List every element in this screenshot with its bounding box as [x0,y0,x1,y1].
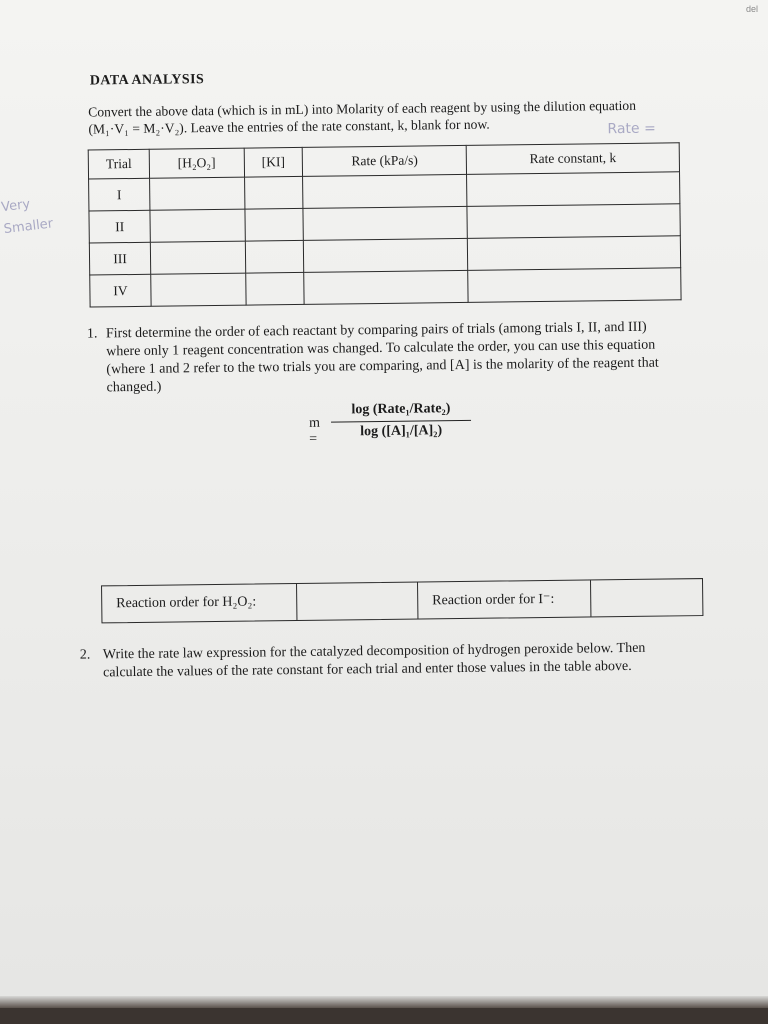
handwritten-margin-note [0,192,54,241]
formula-numerator: log (Rate₁/Rate₂) [331,401,471,423]
cell-ki[interactable] [244,176,303,209]
table-row [90,268,681,307]
cell-rate-constant[interactable] [468,268,681,303]
cell-h2o2[interactable] [150,241,245,274]
question-2 [80,639,680,682]
cell-ki[interactable] [245,240,304,273]
cell-rate-constant[interactable] [467,204,680,239]
cell-h2o2[interactable] [150,177,245,210]
data-table [88,142,682,307]
reaction-order-box [101,578,703,623]
header-h2o2: [H₂O₂] [149,148,244,178]
cell-ki[interactable] [244,208,303,241]
section-heading: DATA ANALYSIS [89,72,205,89]
cell-rate[interactable] [303,206,467,240]
question-1 [87,319,666,398]
cell-rate-constant[interactable] [467,236,680,271]
reaction-order-h2o2-label: Reaction order for H₂O₂: [102,584,297,622]
trial-label: III [89,242,150,275]
corner-mark: del [745,4,758,14]
header-rate: Rate (kPa/s) [303,145,467,176]
reaction-order-iodide-label: Reaction order for I⁻: [418,580,591,618]
question-1-number: 1. [86,326,98,342]
formula-fraction [331,401,471,441]
question-2-number: 2. [79,647,91,663]
handwritten-word-very: Very [0,196,31,216]
formula-denominator: log ([A]₁/[A]₂) [360,423,443,440]
header-rate-constant: Rate constant, k [466,143,679,175]
reaction-order-h2o2-answer[interactable] [297,583,418,620]
question-1-text: First determine the order of each reactant by comparing pairs of trials (among trials I, II, and III) where only 1 reagent concentration was changed. To calculate the order, you can use this equation (where 1 and 2 refer to the two trials you are comparing, and [A] is the molarity of the reagent that changed.) [105,319,659,396]
formula-lhs: m = [308,415,321,447]
handwritten-word-smaller: Smaller [3,216,54,238]
header-trial: Trial [88,149,149,179]
cell-rate[interactable] [303,174,467,208]
trial-label: IV [90,274,151,307]
header-ki: [KI] [244,147,303,177]
trial-label: II [89,210,150,243]
trial-label: I [89,178,150,211]
cell-rate[interactable] [304,270,468,304]
handwritten-note-rate: Rate = [607,120,656,138]
intro-instructions: Convert the above data (which is in mL) into Molarity of each reagent by using the dilution equation (M₁·V₁ = M₂·V₂). Leave the entries of the rate constant, k, blank for now. [88,97,637,137]
question-2-text: Write the rate law expression for the catalyzed decomposition of hydrogen peroxide below. Then calculate the values of the rate constant for each trial and enter those values in the table above. [102,640,646,681]
page-bottom-shadow [0,996,768,1008]
cell-h2o2[interactable] [151,273,246,306]
cell-h2o2[interactable] [150,209,245,242]
cell-rate[interactable] [304,238,468,272]
cell-rate-constant[interactable] [467,172,680,207]
reaction-order-iodide-answer[interactable] [591,579,702,616]
cell-ki[interactable] [245,272,304,305]
